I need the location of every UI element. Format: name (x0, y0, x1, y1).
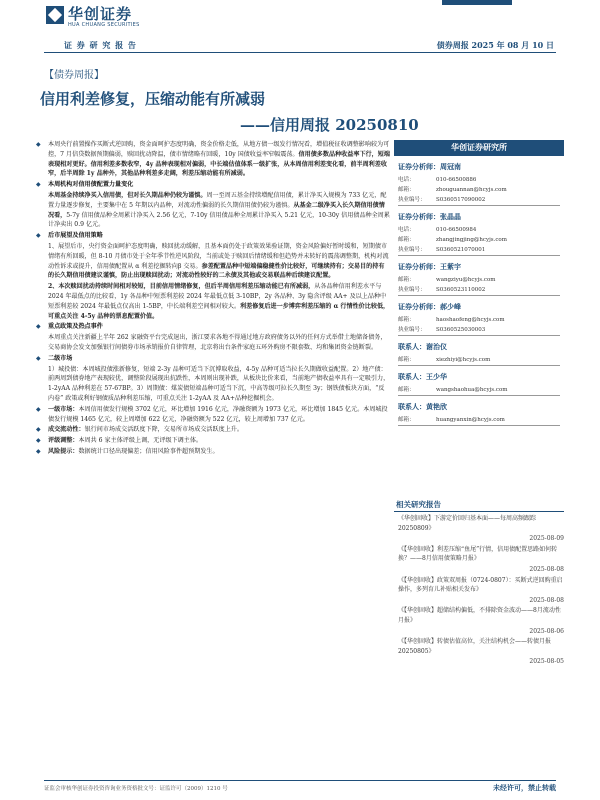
secondary-paragraph: 1）城投债：本周城投债涨新修复，短端 2-3y 品种可适当下沉博取收益，4-5y 品种可适当拉长久期做收益配置。2）地产债：前两周到债券地产表现较优，调整阶段展现出抗跌性，本周则出现补跌，从板块比价来看，当前地产债收益率具有一定吸引力，1-2yAA 品种利差在 57-67BP。3）周期债：煤炭债短端品种可适当下沉，中高等级可拉长久期至 3y；钢铁债板块方面，“反内卷” 政策或利好钢债质品种利差压缩，可重点关注 1-2yAA 及 AA+品种挖掘机会。 (48, 365, 390, 402)
institutions-text-2: 5-7y 信用债品种全周累计净买入 2.56 亿元，7-10y 信用债品种全周累计净买入 5.21 亿元，10-30y 信用债品种全周累计净卖出 0.9 亿元。 (48, 211, 390, 229)
outlook-bold-3: 利差修复后进一步博弈利差压缩的 α 行情性价比较低，可重点关注 4-5y 品种的票息配置价值。 (48, 302, 390, 320)
related-divider (394, 511, 564, 512)
kv-value: 数据统计口径出现偏差；信用风险事件超预期发生。 (78, 447, 219, 455)
phone-value: 010-66500984 (436, 227, 477, 233)
kv-item (36, 436, 390, 446)
section-heading-institutions: ◆ 本周机构对信用债配置力量变化 (36, 180, 390, 190)
email-link[interactable]: xiezhiyi@hcyjs.com (436, 357, 491, 363)
series-label: 证 券 研 究 报 告 (64, 40, 137, 50)
email-row: 邮箱： haoshaofeng@hcyjs.com (398, 317, 505, 323)
institutions-text: 周一至周五基金持续增配信用债，累计净买入规模为 733 亿元，配置力量逐步修复，主要集中在 5 年期以内品种，对流动性偏弱的长久期信用债仍较为谨慎。 (48, 191, 387, 209)
phone-row: 电话： 010-66500886 (398, 177, 477, 183)
institute-heading: 华创证券研究所 (394, 140, 564, 156)
kv-key: 评级调整： (48, 437, 79, 445)
section-heading-policy: ◆ 重点政策及热点事件 (36, 322, 390, 332)
contact-card (398, 342, 560, 366)
contact-card (398, 372, 560, 396)
summary-text: 本周央行前置操作买断式逆回购，资金面呵护态度明确，资金价格走低，从地方债一级发行情况看，增值税征收调整影响较为可控，7 月信贷数据预期偏弱，赎回扰动降温，债市情绪略有回暖，10y 国债收益率窄幅震荡。 (48, 141, 390, 158)
outlook-text-1: 1、展望后市，央行资金面呵护态度明确，赎回扰动缓解，且基本面仍处于政策效果验证期，资金风险偏好暂时缓和，短期债市情绪有所回暖，但 8-10 月债市处于全年季节性逆风阶段，当前或处于赎回后情绪缓和但趋势并未转好的震荡调整期，机构对流动性诉求或提升，信用债配置从 α 利差挖掘转向β 交易。 (48, 242, 389, 270)
analyst-list (398, 162, 560, 432)
analyst-card (398, 212, 560, 256)
analyst-name: 证券分析师：郝少峰 (398, 302, 461, 311)
section-heading-secondary: ◆ 二级市场 (36, 354, 390, 364)
related-report-date: 2025-08-08 (529, 565, 564, 573)
contact-name: 联系人：黄艳欣 (398, 402, 447, 411)
email-row: 邮箱： wangshaohua@hcyjs.com (398, 385, 560, 396)
related-report-date: 2025-08-09 (529, 535, 564, 543)
outlook-paragraph-1 (36, 242, 390, 281)
kv-item (36, 447, 390, 457)
email-row: 邮箱： wangziyu@hcyjs.com (398, 277, 496, 283)
logo-english: HUA CHUANG SECURITIES (68, 22, 140, 28)
kv-value: 本周共 6 家主体评级上调，无评级下调主体。 (78, 437, 203, 445)
related-report-link[interactable]: 《【华创固收】超储结构偏低，不排除资金波动——8月流动性月报》 (398, 607, 561, 624)
analyst-name: 证券分析师：张晶晶 (398, 212, 461, 221)
policy-paragraph: 本周重点关注新疆上半年 262 家融资平台完成退出，浙江要求各地不得通过地方政府债务以外的任何方式举借土地储备债务，交易商协会发文加强银行间债券市场承销报价自律管理，北京将出台条件家庭五环外购房不限套数、均和集团资金链断裂。 (48, 334, 387, 351)
footer-slogan: 未经许可，禁止转载 (493, 783, 556, 792)
analyst-card (398, 302, 560, 336)
related-report-link[interactable]: 《【华创固收】转债估值高位，关注结构机会——转债月报 20250805》 (398, 638, 552, 655)
cert-value: S0360517090002 (436, 197, 486, 203)
main-body (36, 140, 390, 710)
kv-item (36, 425, 390, 435)
related-report-link[interactable]: 《【华创固收】政策双周报（0724-0807）：买断式逆回购重启操作，多列育儿补贴相关发布》 (398, 576, 563, 594)
summary-paragraph (36, 140, 390, 179)
outlook-paragraph-2 (36, 282, 390, 321)
top-accent-bar (442, 0, 512, 5)
report-subtitle: ——信用周报 20250810 (240, 116, 419, 134)
contact-name: 联系人：王少华 (398, 372, 447, 381)
cert-row: 执业编号： S0360523110002 (398, 285, 560, 296)
email-row: 邮箱： xiezhiyi@hcyjs.com (398, 355, 560, 366)
institutions-bold-2: 从基金二级净买入长久期信用债情况看， (48, 201, 385, 219)
analyst-card (398, 162, 560, 206)
email-link[interactable]: huangyanxin@hcyjs.com (436, 417, 505, 423)
email-row: 邮箱： huangyanxin@hcyjs.com (398, 415, 560, 426)
email-link[interactable]: haoshaofeng@hcyjs.com (436, 317, 505, 323)
outlook-bold-1: 参差配置品种中短端偏稳健性价比较好，可继续持有；交易目的持有的长久期信用债建议谨慎，防止出现赎回扰动；对流动性较好的二永债及其他或交易联品种后续建议配置。 (48, 262, 385, 280)
footer-license: 证监会审核华创证券投资咨询业务资格批文号：证监许可（2009）1210 号 (44, 786, 228, 792)
related-report-link[interactable]: 《【华创固收】利差压缩“鱼尾”行情，信用债配置思路如何转换？——8月信用债策略月报》 (398, 545, 558, 563)
report-type: 债券周报 (436, 40, 469, 50)
email-link[interactable]: zhangjingjing@hcyjs.com (436, 237, 507, 243)
related-report-date: 2025-08-06 (529, 627, 564, 635)
kv-key: 风险提示： (48, 447, 79, 455)
cert-value: S0360523110002 (436, 287, 486, 293)
contact-card (398, 402, 560, 426)
section-heading-outlook: ◆ 后市展望及信用策略 (36, 231, 390, 241)
outlook-text-2: 从各品种信用利差水平与 2024 年最低点的比较看，1y 各品种中短票利差较 2024 年最低点低 3-10BP，2y 各品种、3y 隐含评级 AA+ 及以上品种中短票利差较 2024 年最低点仅高出 1-5BP，中长端利差空间相对较大。 (48, 283, 387, 310)
logo-mark-icon (46, 6, 64, 24)
related-report-date: 2025-08-08 (529, 596, 564, 604)
analyst-name: 证券分析师：周冠南 (398, 162, 461, 171)
related-reports-list (398, 514, 564, 668)
phone-row: 电话： 010-66500984 (398, 227, 477, 233)
analyst-name: 证券分析师：王紫宇 (398, 262, 461, 271)
kv-item (36, 405, 390, 425)
kv-key: 成交流动性： (48, 426, 85, 434)
outlook-bold-2: 2、本次赎回扰动持续时间相对较短，目前信用情绪修复，但后半周信用利差压缩动能已有所减弱， (48, 283, 315, 291)
kv-value: 本周信用债发行规模 3702 亿元，环比增加 1916 亿元，净融资额为 1973 亿元，环比增加 1845 亿元。本周城投债发行规模 1465 亿元，较上周增加 622 亿元，净融资额为 522 亿元，较上周增加 737 亿元。 (48, 405, 388, 423)
email-row: 邮箱： zhouguannan@hcyjs.com (398, 187, 507, 193)
summary-bold: 信用债多数品种收益率下行，短端表现相对更好。信用利差多数收窄，4y 品种表现相对偏弱，中长端估值体系一级扩张，从本周信用利差变化看，前半周利差收窄，后半周除 1y 品种外，其他品种利差多走阔，利差压缩动能有所减弱。 (48, 150, 390, 178)
email-link[interactable]: wangziyu@hcyjs.com (436, 277, 496, 283)
related-reports-heading: 相关研究报告 (396, 500, 441, 509)
email-row: 邮箱： zhangjingjing@hcyjs.com (398, 237, 507, 243)
cert-value: S0360525030003 (436, 327, 486, 333)
kv-key: 一级市场： (48, 405, 79, 413)
email-link[interactable]: wangshaohua@hcyjs.com (436, 387, 508, 393)
report-type-date (437, 40, 554, 51)
institutions-bold: 本周基金持续净买入信用债，但对长久期品种仍较为谨慎。 (48, 191, 207, 199)
logo-chinese: 华创证券 (68, 5, 133, 23)
contact-name: 联系人：谢治仪 (398, 342, 447, 351)
phone-value: 010-66500886 (436, 177, 477, 183)
cert-row: 执业编号： S0360517090002 (398, 195, 560, 206)
kv-value: 银行间市场成交活跃度下降，交易所市场成交活跃度上升。 (84, 426, 243, 434)
analyst-card (398, 262, 560, 296)
email-link[interactable]: zhouguannan@hcyjs.com (436, 187, 507, 193)
header-divider (44, 52, 556, 53)
institutions-paragraph (36, 191, 390, 230)
report-title: 信用利差修复，压缩动能有所减弱 (40, 90, 266, 108)
cert-value: S0360521070001 (436, 247, 486, 253)
report-tag: 【债券周报】 (44, 70, 104, 81)
related-report-link[interactable]: 《华创固收】下游定价回归基本面——每周高频跟踪 20250809》 (398, 515, 537, 532)
report-date: 2025 年 08 月 10 日 (471, 40, 554, 50)
sidebar (394, 140, 564, 156)
cert-row: 执业编号： S0360521070001 (398, 245, 560, 256)
related-report-date: 2025-08-05 (529, 658, 564, 666)
cert-row: 执业编号： S0360525030003 (398, 325, 560, 336)
footer-divider (44, 780, 556, 781)
